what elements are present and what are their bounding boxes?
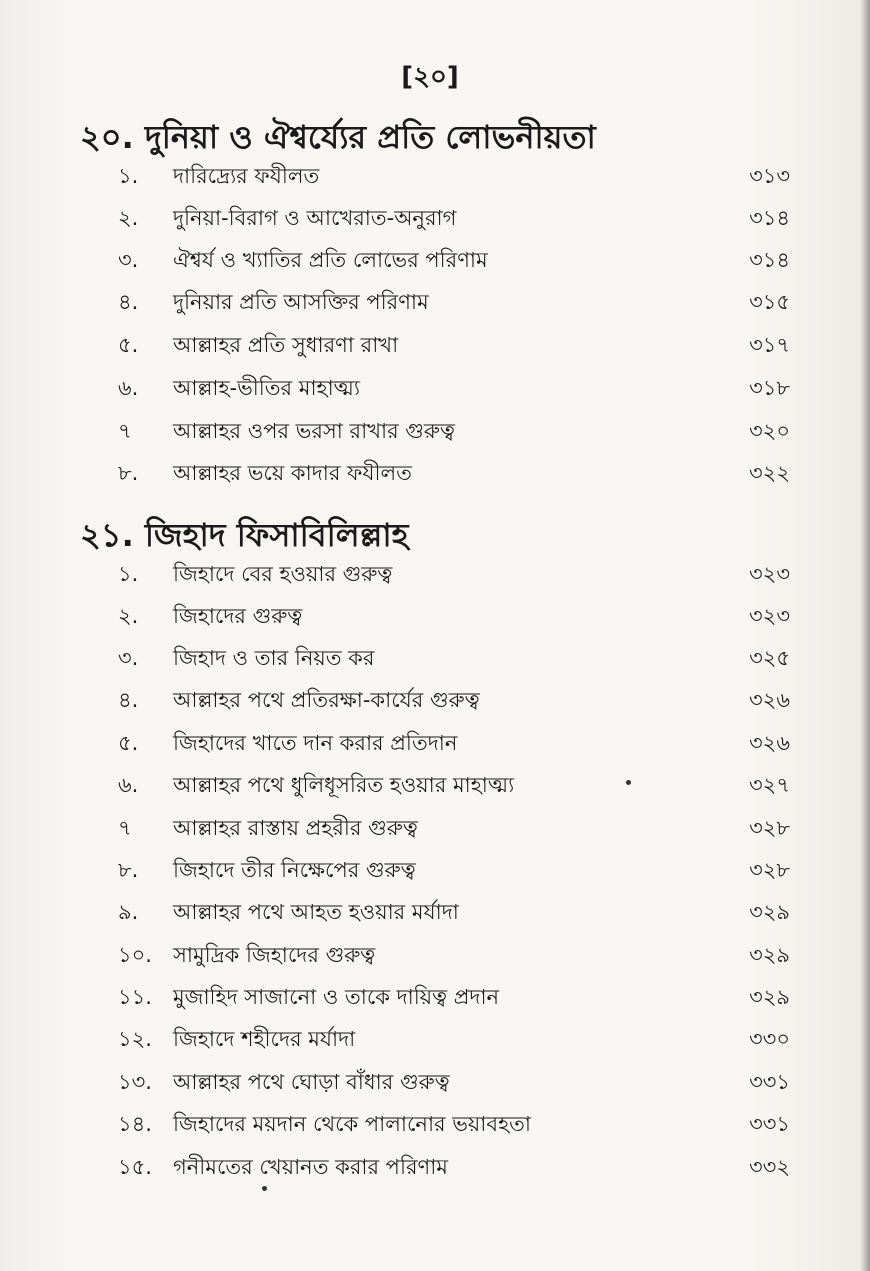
toc-entry: [118, 896, 790, 936]
entry-number: ১৫.: [118, 1155, 152, 1179]
entry-title: আল্লাহ-ভীতির মাহাত্ম্য: [173, 376, 360, 400]
entry-page: ৩২৫: [749, 646, 790, 670]
entry-number: ৮.: [118, 858, 139, 882]
toc-entry: [118, 727, 790, 767]
entry-number: ২.: [118, 604, 139, 628]
toc-entry: [118, 286, 790, 326]
entry-title: জিহাদের গুরুত্ব: [173, 604, 303, 628]
toc-entry: [118, 854, 790, 894]
entry-number: ৮.: [118, 461, 139, 485]
toc-entry: [118, 415, 790, 455]
entry-page: ৩২৬: [749, 731, 790, 755]
entry-title: আল্লাহর রাস্তায় প্রহরীর গুরুত্ব: [173, 816, 418, 840]
entry-title: দারিদ্র্যের ফযীলত: [173, 164, 320, 188]
entry-number: ১.: [118, 164, 139, 188]
entry-page: ৩১৪: [749, 206, 790, 230]
entry-page: ৩২৯: [749, 900, 790, 924]
ink-speck: [262, 1186, 267, 1191]
toc-entry: [118, 372, 790, 412]
entry-number: ৪.: [118, 688, 139, 712]
page-edge-shadow: [860, 0, 870, 1271]
entry-page: ৩২৩: [749, 562, 790, 586]
toc-entry: [118, 1151, 790, 1191]
toc-entry: [118, 160, 790, 200]
entry-page: ৩২৬: [749, 688, 790, 712]
entry-title: জিহাদে শহীদের মর্যাদা: [173, 1027, 356, 1051]
entry-number: ৬.: [118, 773, 139, 797]
entry-page: ৩২৯: [749, 985, 790, 1009]
toc-entry: [118, 1108, 790, 1148]
toc-entry: [118, 684, 790, 724]
entry-title: আল্লাহর প্রতি সুধারণা রাখা: [173, 333, 399, 357]
entry-page: ৩১৫: [749, 290, 790, 314]
ink-speck: [626, 780, 631, 785]
entry-page: ৩১৭: [749, 333, 790, 357]
entry-title: আল্লাহর ওপর ভরসা রাখার গুরুত্ব: [173, 419, 455, 443]
section-title-21: ২১. জিহাদ ফিসাবিলিল্লাহ: [80, 516, 409, 554]
entry-number: ১১.: [118, 985, 152, 1009]
entry-number: ৫.: [118, 333, 139, 357]
entry-number: ১.: [118, 562, 139, 586]
entry-number: ১৪.: [118, 1112, 152, 1136]
toc-entry: [118, 202, 790, 242]
entry-page: ৩১৩: [749, 164, 790, 188]
toc-entry: [118, 642, 790, 682]
entry-page: ৩৩০: [749, 1027, 790, 1051]
entry-title: জিহাদের ময়দান থেকে পালানোর ভয়াবহতা: [173, 1112, 531, 1136]
entry-page: ৩৩১: [749, 1070, 790, 1094]
entry-title: আল্লাহর পথে আহত হওয়ার মর্যাদা: [173, 900, 459, 924]
entry-title: ঐশ্বর্য ও খ্যাতির প্রতি লোভের পরিণাম: [173, 248, 488, 272]
entry-title: জিহাদে তীর নিক্ষেপের গুরুত্ব: [173, 858, 416, 882]
entry-number: ৪.: [118, 290, 139, 314]
toc-entry: [118, 244, 790, 284]
entry-page: ৩২৮: [749, 858, 790, 882]
entry-number: ২.: [118, 206, 139, 230]
entry-title: জিহাদ ও তার নিয়ত কর: [173, 646, 375, 670]
entry-page: ৩১৪: [749, 248, 790, 272]
toc-entry: [118, 329, 790, 369]
entry-page: ৩২০: [749, 419, 790, 443]
entry-number: ১২.: [118, 1027, 152, 1051]
section-title-20: ২০. দুনিয়া ও ঐশ্বর্য্যের প্রতি লোভনীয়তা: [80, 118, 596, 156]
toc-entry: [118, 769, 790, 809]
entry-page: ৩২৮: [749, 816, 790, 840]
entry-title: জিহাদে বের হওয়ার গুরুত্ব: [173, 562, 393, 586]
entry-title: সামুদ্রিক জিহাদের গুরুত্ব: [173, 943, 376, 967]
toc-entry: [118, 600, 790, 640]
entry-title: জিহাদের খাতে দান করার প্রতিদান: [173, 731, 458, 755]
entry-number: ৫.: [118, 731, 139, 755]
toc-entry: [118, 1023, 790, 1063]
entry-number: ৩.: [118, 646, 139, 670]
toc-entry: [118, 981, 790, 1021]
entry-number: ৩.: [118, 248, 139, 272]
entry-title: আল্লাহর পথে ধুলিধূসরিত হওয়ার মাহাত্ম্য: [173, 773, 515, 797]
toc-entry: [118, 812, 790, 852]
toc-entry: [118, 1066, 790, 1106]
entry-page: ৩১৮: [749, 376, 790, 400]
entry-number: ১৩.: [118, 1070, 152, 1094]
entry-title: গনীমতের খেয়ানত করার পরিণাম: [173, 1155, 448, 1179]
entry-title: আল্লাহর পথে ঘোড়া বাঁধার গুরুত্ব: [173, 1070, 450, 1094]
entry-page: ৩২৯: [749, 943, 790, 967]
toc-entry: [118, 939, 790, 979]
entry-number: ৭: [118, 816, 132, 840]
toc-entry: [118, 558, 790, 598]
entry-title: মুজাহিদ সাজানো ও তাকে দায়িত্ব প্রদান: [173, 985, 500, 1009]
entry-number: ৬.: [118, 376, 139, 400]
entry-page: ৩২২: [749, 461, 790, 485]
entry-title: আল্লাহর ভয়ে কাদার ফযীলত: [173, 461, 412, 485]
entry-title: আল্লাহর পথে প্রতিরক্ষা-কার্যের গুরুত্ব: [173, 688, 480, 712]
entry-page: ৩২৩: [749, 604, 790, 628]
entry-page: ৩২৭: [749, 773, 790, 797]
entry-page: ৩৩২: [749, 1155, 790, 1179]
entry-number: ৭: [118, 419, 132, 443]
toc-entry: [118, 457, 790, 497]
entry-number: ৯.: [118, 900, 139, 924]
entry-number: ১০.: [118, 943, 152, 967]
entry-title: দুনিয়ার প্রতি আসক্তির পরিণাম: [173, 290, 429, 314]
page-number: [২০]: [401, 62, 459, 92]
entry-title: দুনিয়া-বিরাগ ও আখেরাত-অনুরাগ: [173, 206, 457, 230]
entry-page: ৩৩১: [749, 1112, 790, 1136]
